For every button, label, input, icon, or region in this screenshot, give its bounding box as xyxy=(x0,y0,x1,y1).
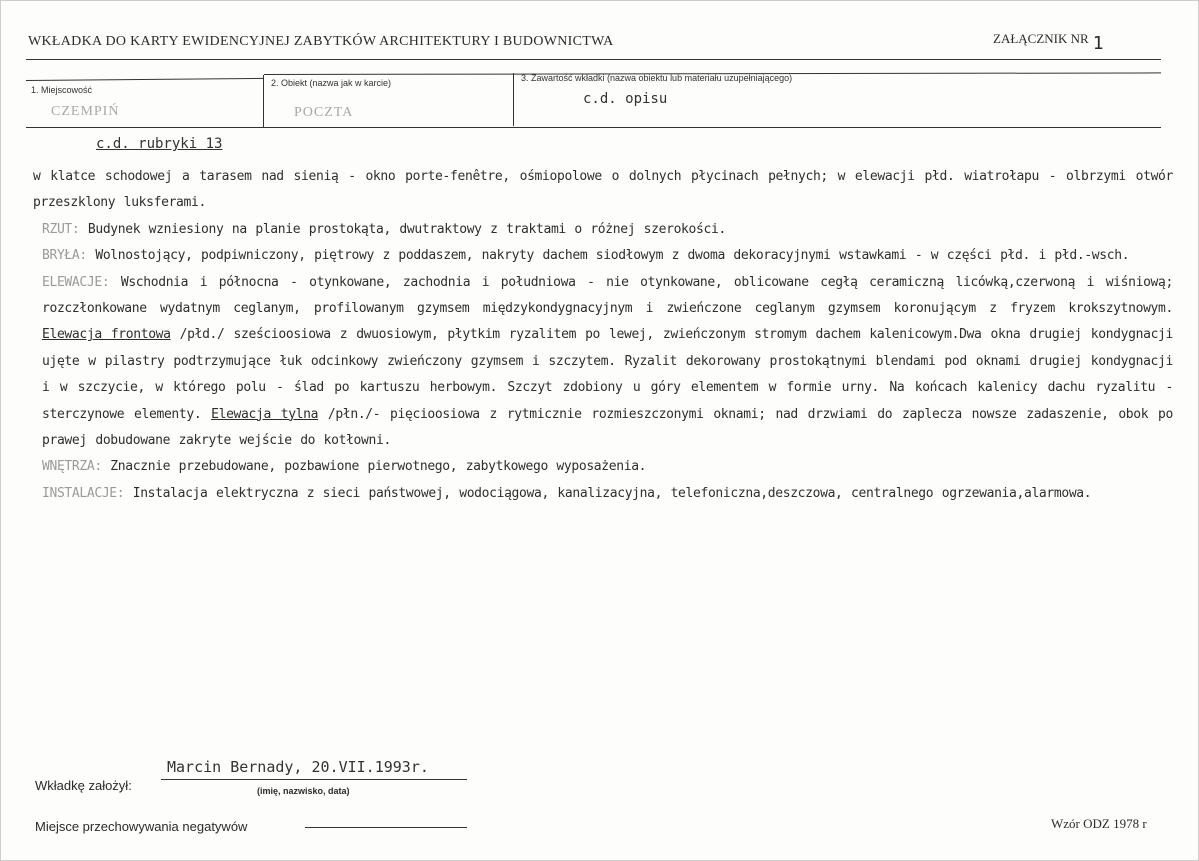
inserted-by-hint: (imię, nazwisko, data) xyxy=(257,786,350,796)
paragraph-rzut xyxy=(33,217,1173,243)
header-top-rule xyxy=(26,59,1161,60)
wnetrza-text: Znacznie przebudowane, pozbawione pierwotnego, zabytkowego wyposażenia. xyxy=(101,459,647,475)
instalacje-label: INSTALACJE: xyxy=(42,485,125,501)
paragraph-instalacje xyxy=(33,481,1173,507)
instalacje-text: Instalacja elektryczna z sieci państwowej, wodociągowa, kanalizacyjna, telefoniczna,deszczowa, centralnego ogrzewania,alarmowa. xyxy=(124,485,1092,501)
inserted-by-label: Wkładkę założył: xyxy=(35,778,132,793)
elewacje-text-c: /płn./- pięcioosiowa z rytmicznie rozmieszczonymi oknami; nad drzwiami do zaplecza nowsze zadaszenie, obok po prawej dobudowane zakryte wejście do kotłowni. xyxy=(42,406,1173,449)
elewacje-label: ELEWACJE: xyxy=(42,274,110,290)
inserted-by-value: Marcin Bernady, 20.VII.1993r. xyxy=(167,758,429,776)
front-elevation-label: Elewacja frontowa xyxy=(42,327,171,343)
fields-bottom-rule xyxy=(26,127,1161,128)
elewacje-text-a: Wschodnia i północna - otynkowane, zachodnia i południowa - nie otynkowane, oblicowane cegłą ceramiczną licówką,czerwoną i wiśniową; rozczłonkowane wydatnym ceglanym, profilowanym gzymsem międzykondygnacyjnym i zwieńczone ceglanym gzymsem koronującym z fryzem krokszytnowym. xyxy=(42,274,1173,317)
form-pattern: Wzór ODZ 1978 r xyxy=(1051,816,1147,831)
annex-number: 1 xyxy=(1092,33,1104,54)
content-value: c.d. opisu xyxy=(583,91,668,107)
paragraph-bryla xyxy=(33,243,1173,269)
bryla-text: Wolnostojący, podpiwniczony, piętrowy z poddaszem, nakryty dachem siodłowym z dwoma dekoracyjnymi wstawkami - w części płd. i płd.-wsch. xyxy=(86,248,1130,264)
elewacje-text-b: /płd./ sześcioosiowa z dwuosiowym, płytkim ryzalitem po lewej, zwieńczonym stromym dachem kalenicowym.Dwa okna drugiej kondygnacji ujęte w pilastry podtrzymujące łuk odcinkowy zwieńczony gzymsem i szczytem. Ryzalit dekorowany prostokątnymi blendami pod oknami drugiej kondygnacji i w szczycie, w którego polu - ślad po kartuszu herbowym. Szczyt zdobiony u góry elementem w formie urny. Na końcach kalenicy dachu ryzalitu - sterczynowe elementy. xyxy=(42,327,1173,422)
fields-top-rule-left xyxy=(26,78,264,81)
storage-rule xyxy=(305,827,467,828)
object-value: POCZTA xyxy=(294,105,354,120)
inserted-by-rule xyxy=(161,779,467,780)
paragraph-elewacje xyxy=(33,270,1173,455)
wnetrza-label: WNĘTRZA: xyxy=(42,459,102,475)
card-title: WKŁADKA DO KARTY EWIDENCYJNEJ ZABYTKÓW ARCHITEKTURY I BUDOWNICTWA xyxy=(28,34,614,49)
rzut-label: RZUT: xyxy=(42,221,80,237)
locality-label: 1. Miejscowość xyxy=(31,85,93,95)
bryla-label: BRYŁA: xyxy=(42,248,87,264)
annex-label xyxy=(993,27,1104,54)
rear-elevation-label: Elewacja tylna xyxy=(211,406,319,422)
paragraph-continuation: w klatce schodowej a tarasem nad sienią - okno porte-fenêtre, ośmiopolowe o dolnych płycinach pełnych; w elewacji płd. wiatrołapu - olbrzymi otwór przeszklony luksferami. xyxy=(33,169,1173,211)
section-subheading: c.d. rubryki 13 xyxy=(96,136,223,152)
rzut-text: Budynek wzniesiony na planie prostokąta, dwutraktowy z traktami o różnej szerokości. xyxy=(79,221,726,237)
object-label: 2. Obiekt (nazwa jak w karcie) xyxy=(271,78,392,88)
storage-label: Miejsce przechowywania negatywów xyxy=(35,819,248,834)
description-text xyxy=(33,164,1173,507)
paragraph-wnetrza xyxy=(33,454,1173,480)
locality-value: CZEMPIŃ xyxy=(51,104,120,119)
content-label: 3. Zawartość wkładki (nazwa obiektu lub materiału uzupełniającego) xyxy=(521,73,793,83)
field-divider-2 xyxy=(513,73,514,126)
annex-label-text: ZAŁĄCZNIK NR xyxy=(993,31,1089,46)
field-divider-1 xyxy=(263,75,264,127)
